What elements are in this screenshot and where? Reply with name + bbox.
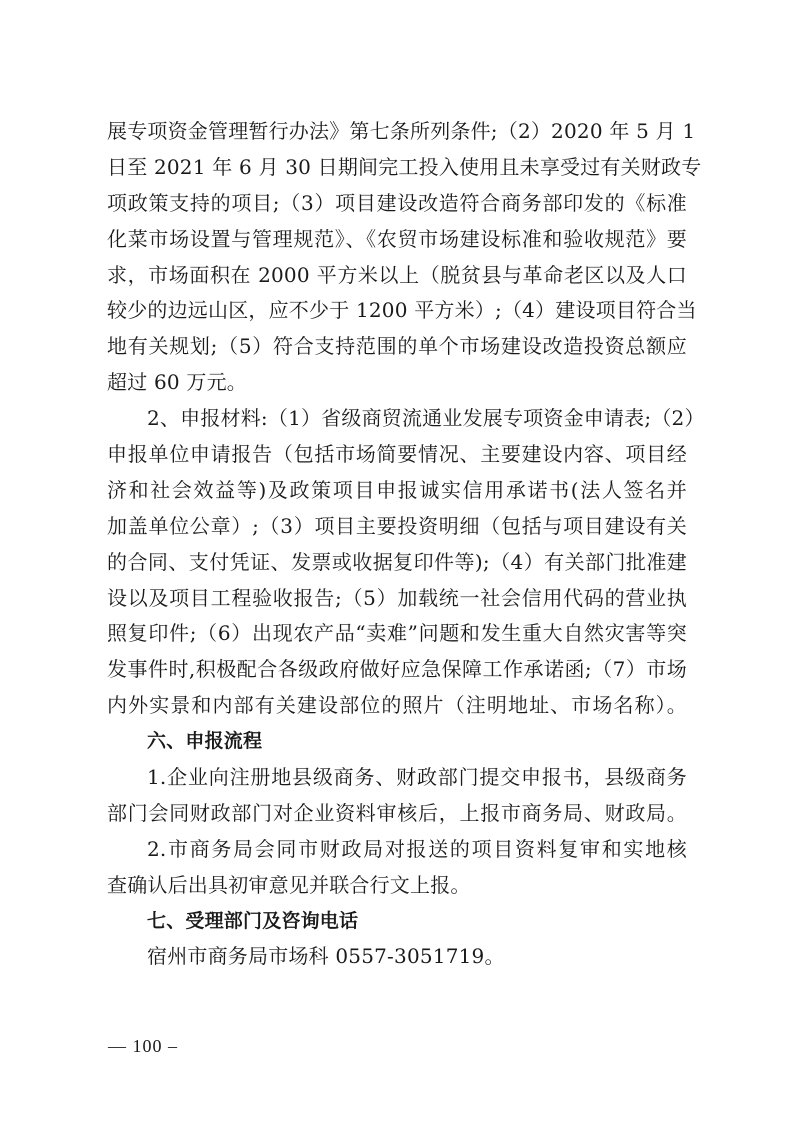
paragraph-line: 内外实景和内部有关建设部位的照片（注明地址、市场名称）。: [107, 693, 687, 718]
paragraph-line: 申报单位申请报告（包括市场简要情况、主要建设内容、项目经: [107, 442, 687, 467]
paragraph-line: 较少的边远山区，应不少于 1200 平方米）;（4）建设项目符合当: [107, 298, 697, 323]
paragraph-line: 超过 60 万元。: [107, 370, 247, 395]
paragraph-line: 宿州市商务局市场科 0557-3051719。: [147, 944, 505, 969]
paragraph-line: 部门会同财政部门对企业资料审核后，上报市商务局、财政局。: [107, 800, 687, 825]
paragraph-line: 照复印件;（6）出现农产品“卖难”问题和发生重大自然灾害等突: [107, 621, 687, 646]
paragraph-line: 项政策支持的项目;（3）项目建设改造符合商务部印发的《标准: [107, 190, 687, 215]
section-heading: 六、申报流程: [147, 730, 263, 753]
paragraph-line: 1.企业向注册地县级商务、财政部门提交申报书，县级商务: [147, 765, 687, 790]
page-number: — 100 –: [108, 1036, 178, 1056]
paragraph-line: 地有关规划;（5）符合支持范围的单个市场建设改造投资总额应: [107, 334, 687, 359]
paragraph-line: 展专项资金管理暂行办法》第七条所列条件;（2）2020 年 5 月 1: [107, 119, 696, 143]
paragraph-line: 的合同、支付凭证、发票或收据复印件等);（4）有关部门批准建: [107, 549, 687, 574]
paragraph-line: 加盖单位公章）;（3）项目主要投资明细（包括与项目建设有关: [107, 513, 687, 538]
paragraph-line: 设以及项目工程验收报告;（5）加载统一社会信用代码的营业执: [107, 585, 687, 610]
paragraph-line: 2.市商务局会同市财政局对报送的项目资料复审和实地核: [147, 836, 687, 861]
paragraph-line: 化菜市场设置与管理规范》、《农贸市场建设标准和验收规范》要: [107, 226, 687, 251]
section-heading: 七、受理部门及咨询电话: [147, 909, 359, 932]
paragraph-line: 求，市场面积在 2000 平方米以上（脱贫县与革命老区以及人口: [107, 262, 687, 287]
paragraph-line: 日至 2021 年 6 月 30 日期间完工投入使用且未享受过有关财政专: [107, 154, 702, 179]
paragraph-line: 济和社会效益等)及政策项目申报诚实信用承诺书(法人签名并: [107, 477, 687, 502]
paragraph-line: 发事件时,积极配合各级政府做好应急保障工作承诺函;（7）市场: [107, 657, 687, 682]
paragraph-line: 查确认后出具初审意见并联合行文上报。: [107, 872, 471, 897]
document-body: [107, 114, 705, 975]
paragraph-line: 2、申报材料:（1）省级商贸流通业发展专项资金申请表;（2）: [147, 406, 705, 431]
